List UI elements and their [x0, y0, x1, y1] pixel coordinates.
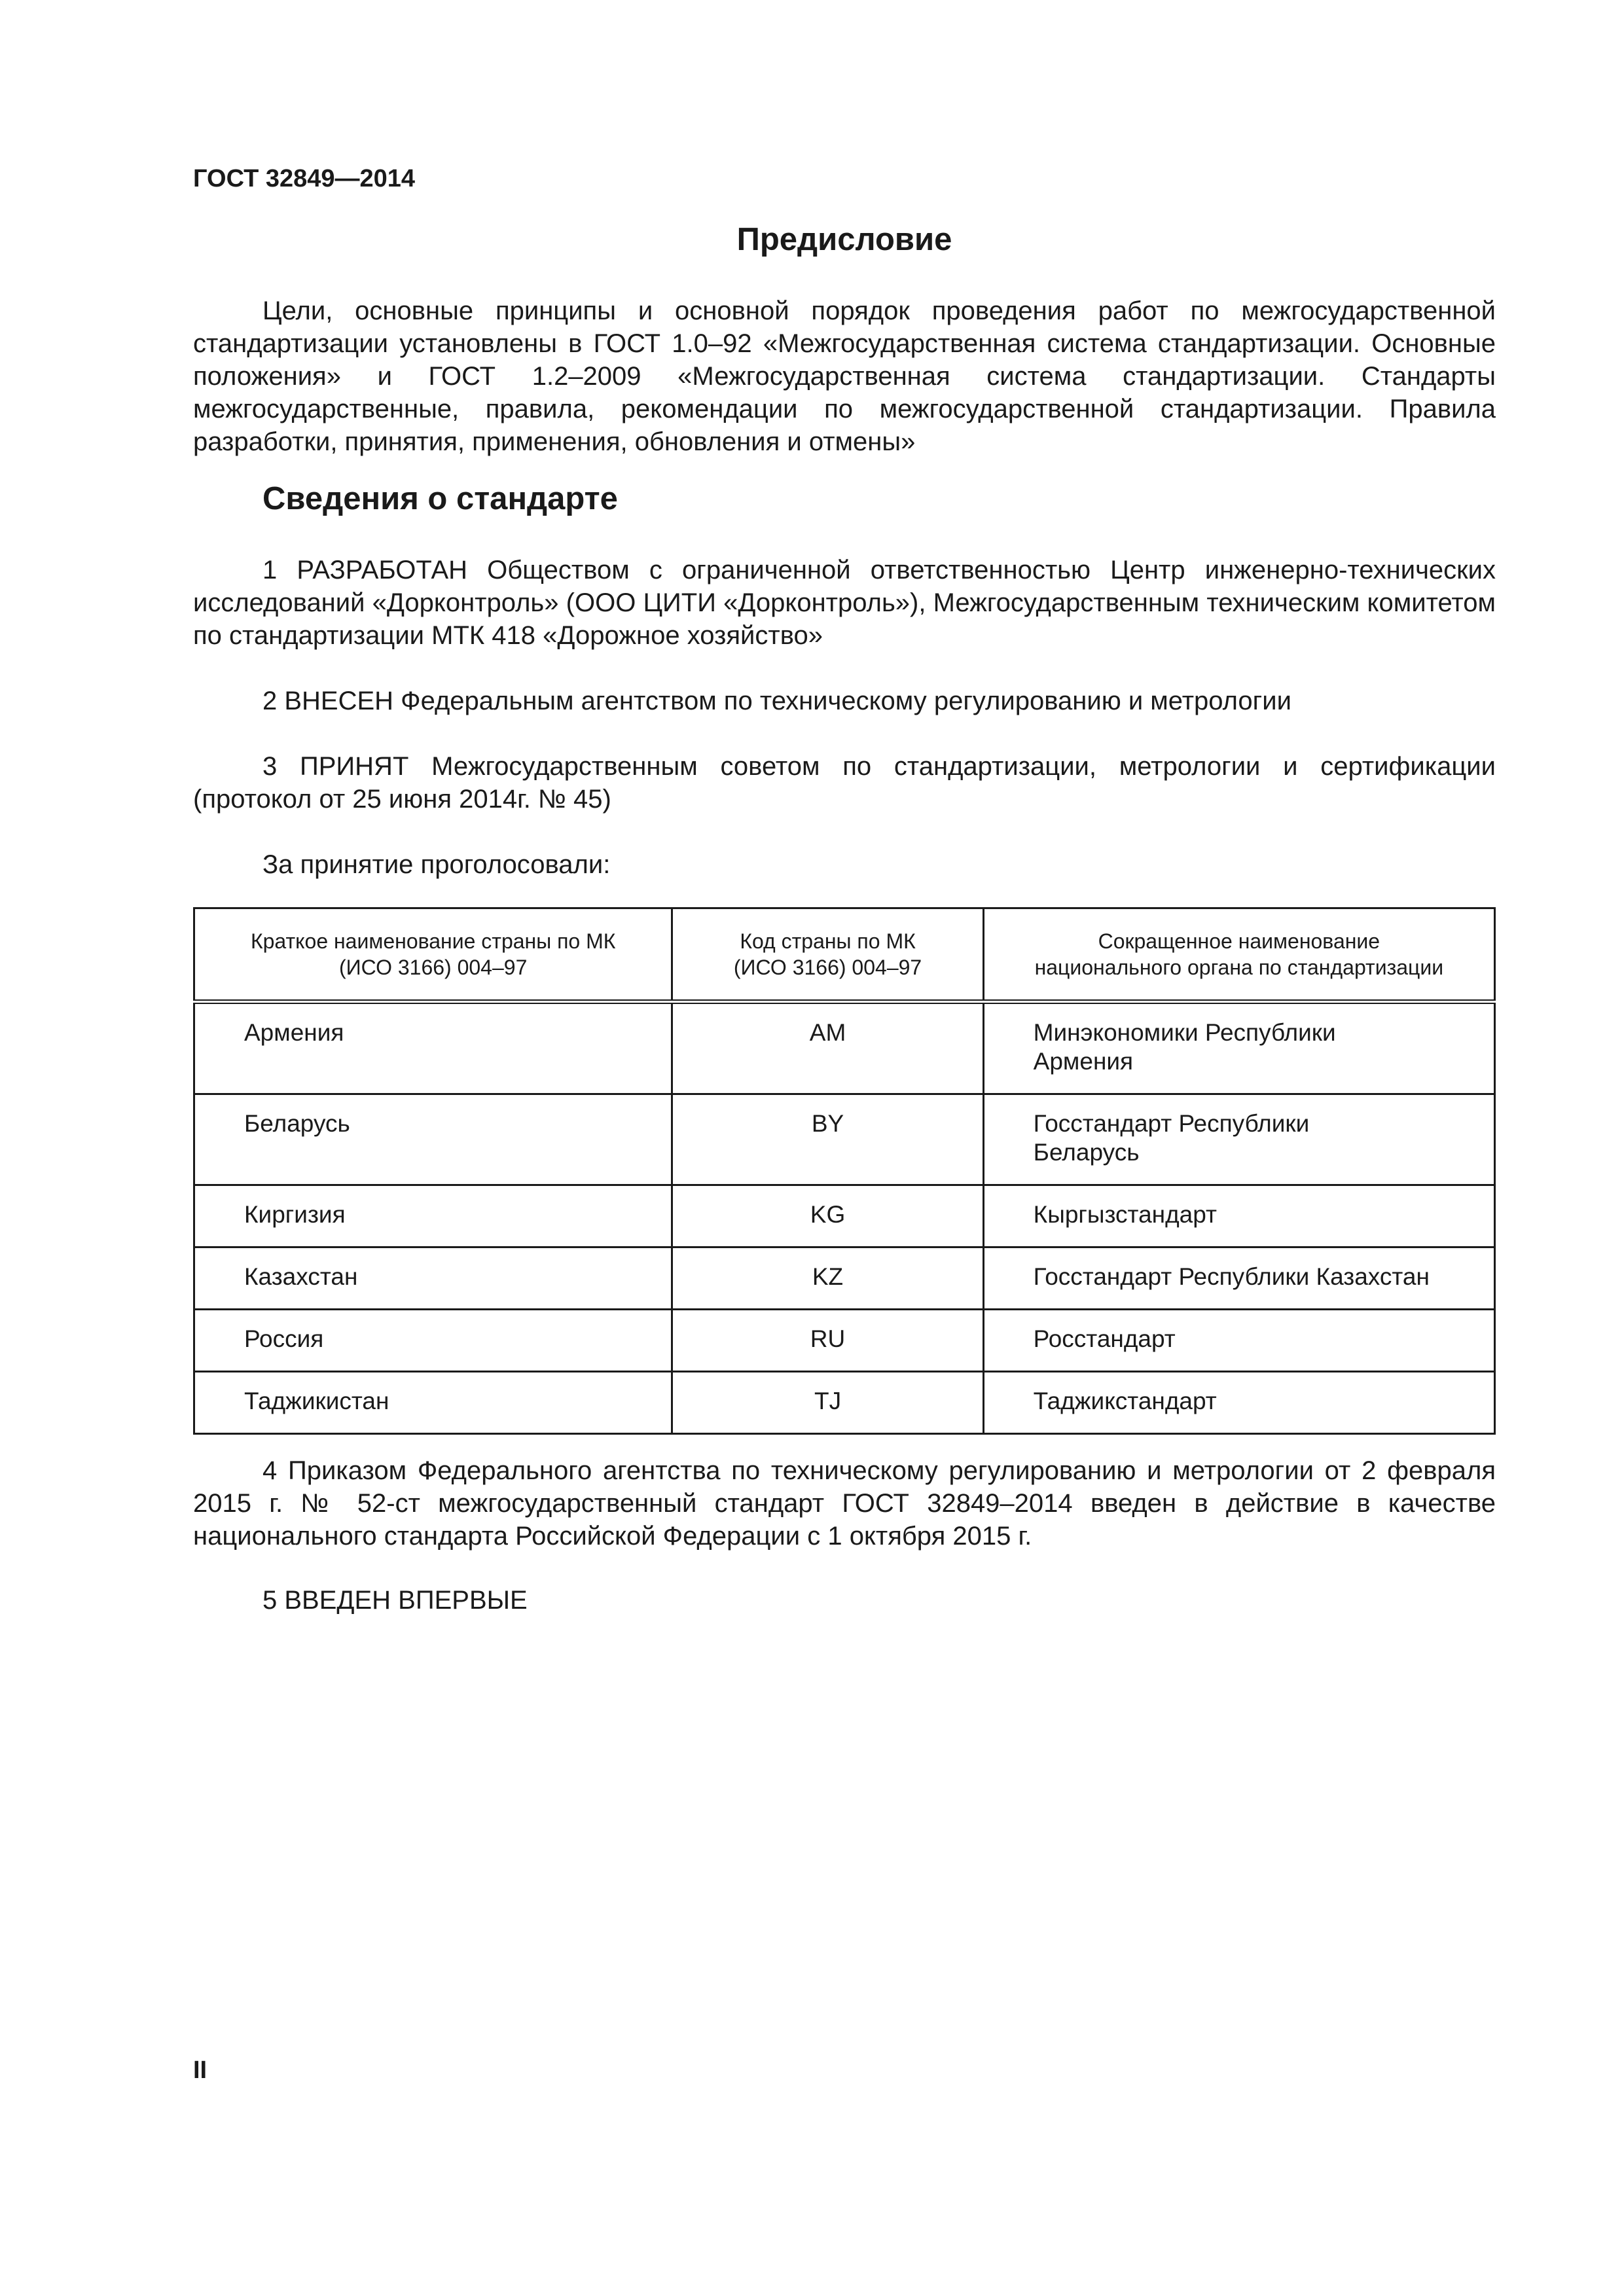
- header-standards-body: Сокращенное наименование национального органа по стандартизации: [983, 908, 1494, 1002]
- country-name-cell: Таджикистан: [194, 1372, 672, 1434]
- country-name-cell: Киргизия: [194, 1185, 672, 1247]
- table-row: [194, 1094, 1495, 1185]
- country-code-cell: BY: [672, 1094, 983, 1185]
- standards-body-cell: Минэкономики Республики Армения: [983, 1002, 1494, 1094]
- document-page: [193, 0, 1496, 2296]
- header-country-name: Краткое наименование страны по МК (ИСО 3166) 004–97: [194, 908, 672, 1002]
- info-item-developed: 1 РАЗРАБОТАН Обществом с ограниченной ответственностью Центр инженерно-технических исследований «Дорконтроль» (ООО ЦИТИ «Дорконтроль»), Межгосударственным техническим комитетом по стандартизации МТК 418 «Дорожное хозяйство»: [193, 556, 1496, 650]
- standards-body-cell: Кыргызстандарт: [983, 1185, 1494, 1247]
- voted-label: За принятие проголосовали:: [262, 850, 611, 879]
- standards-body-cell: Таджикстандарт: [983, 1372, 1494, 1434]
- document-id-header: ГОСТ 32849—2014: [193, 165, 416, 192]
- table-header-row: [194, 908, 1495, 1002]
- foreword-text: Цели, основные принципы и основной порядок проведения работ по межгосударственной стандартизации установлены в ГОСТ 1.0–92 «Межгосударственная система стандартизации. Основные положения» и ГОСТ 1.2–2009 «Межгосударственная система стандартизации. Стандарты межгосударственные, правила, рекомендации по межгосударственной стандартизации. Правила разработки, принятия, применения, обновления и отмены»: [193, 296, 1496, 456]
- country-code-cell: KZ: [672, 1247, 983, 1310]
- table-row: [194, 1372, 1495, 1434]
- standard-info-title: Сведения о стандарте: [262, 481, 618, 516]
- country-code-cell: KG: [672, 1185, 983, 1247]
- country-code-cell: TJ: [672, 1372, 983, 1434]
- country-name-cell: Казахстан: [194, 1247, 672, 1310]
- country-name-cell: Россия: [194, 1310, 672, 1372]
- info-item-first-introduced: 5 ВВЕДЕН ВПЕРВЫЕ: [262, 1586, 528, 1615]
- country-name-cell: Беларусь: [194, 1094, 672, 1185]
- country-code-cell: AM: [672, 1002, 983, 1094]
- foreword-title: Предисловие: [736, 222, 952, 257]
- standards-body-cell: Госстандарт Республики Казахстан: [983, 1247, 1494, 1310]
- country-code-cell: RU: [672, 1310, 983, 1372]
- country-name-cell: Армения: [194, 1002, 672, 1094]
- info-item-enacted: 4 Приказом Федерального агентства по техническому регулированию и метрологии от 2 февраля 2015 г. № 52-ст межгосударственный стандарт ГОСТ 32849–2014 введен в действие в качестве национального стандарта Российской Федерации с 1 октября 2015 г.: [193, 1456, 1496, 1551]
- table-row: [194, 1002, 1495, 1094]
- table-row: [194, 1185, 1495, 1247]
- info-item-adopted: 3 ПРИНЯТ Межгосударственным советом по стандартизации, метрологии и сертификации (протокол от 25 июня 2014г. № 45): [193, 752, 1496, 814]
- table-row: [194, 1310, 1495, 1372]
- table-row: [194, 1247, 1495, 1310]
- page-number: II: [193, 2056, 208, 2084]
- member-countries-table: [193, 907, 1496, 1435]
- standards-body-cell: Госстандарт Республики Беларусь: [983, 1094, 1494, 1185]
- standards-body-cell: Росстандарт: [983, 1310, 1494, 1372]
- info-item-submitted: 2 ВНЕСЕН Федеральным агентством по техническому регулированию и метрологии: [262, 687, 1291, 715]
- header-country-code: Код страны по МК (ИСО 3166) 004–97: [672, 908, 983, 1002]
